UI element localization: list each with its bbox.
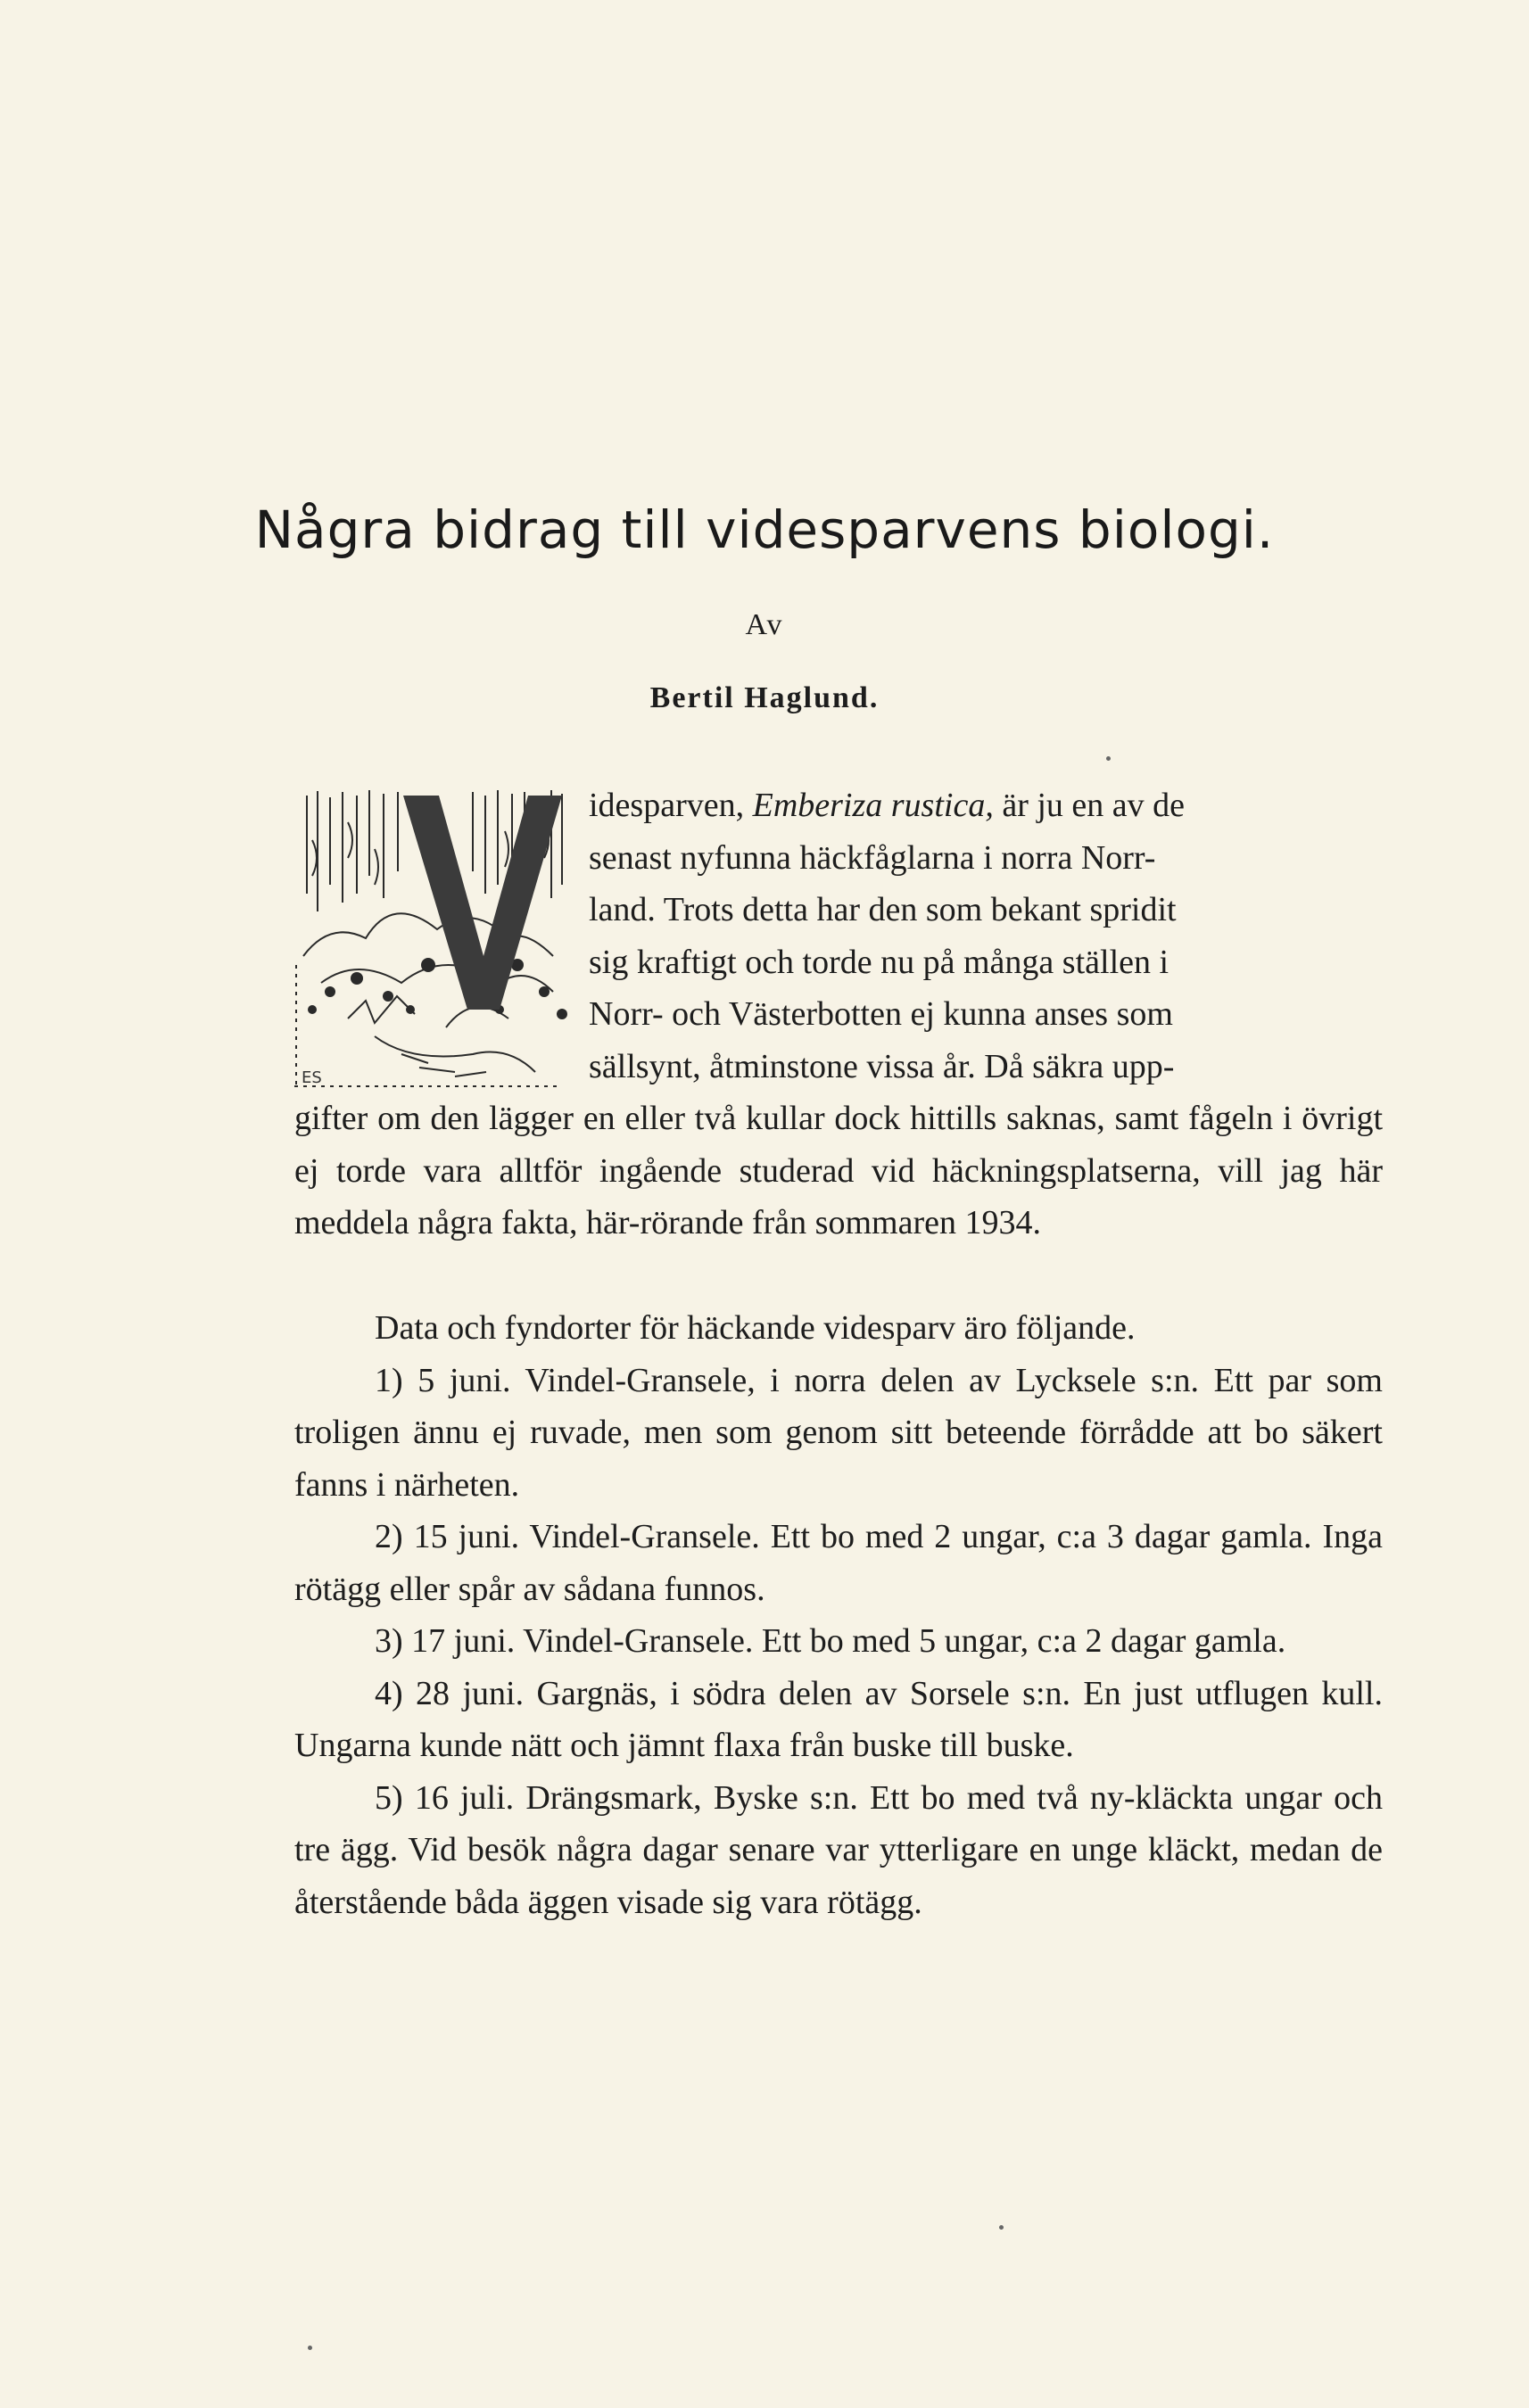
ink-speck (1106, 756, 1111, 761)
list-item: 1) 5 juni. Vindel-Gransele, i norra delen av Lycksele s:n. Ett par som troligen ännu ej ruvade, men som genom sitt beteende förrådde att bo säkert fanns i närheten. (294, 1361, 1383, 1504)
intro-line: idesparven, Emberiza rustica, är ju en av de (589, 787, 1186, 824)
byline: Av (745, 608, 784, 641)
intro-paragraph (294, 779, 1383, 1249)
intro-line: land. Trots detta har den som bekant spridit (589, 891, 1177, 928)
list-item: 5) 16 juli. Drängsmark, Byske s:n. Ett bo med två ny-kläckta ungar och tre ägg. Vid besök några dagar senare var ytterligare en unge kläckt, medan de återstående båda äggen visade sig vara rötägg. (294, 1778, 1383, 1921)
paragraph: Data och fyndorter för häckande videsparv äro följande. (375, 1309, 1136, 1347)
species-name: Emberiza rustica, (752, 787, 994, 824)
list-item: 2) 15 juni. Vindel-Gransele. Ett bo med 2 ungar, c:a 3 dagar gamla. Inga rötägg eller spår av sådana funnos. (294, 1518, 1383, 1608)
ink-speck (308, 2346, 312, 2350)
ink-speck (999, 2225, 1004, 2230)
intro-line: senast nyfunna häckfåglarna i norra Norr- (589, 838, 1156, 877)
intro-line: Norr- och Västerbotten ej kunna anses som (589, 995, 1173, 1033)
list-item: 4) 28 juni. Gargnäs, i södra delen av Sorsele s:n. En just utflugen kull. Ungarna kunde nätt och jämnt flaxa från buske till buske. (294, 1674, 1383, 1764)
intro-line: sällsynt, åtminstone vissa år. Då säkra upp- (589, 1047, 1175, 1085)
intro-line: sig kraftigt och torde nu på många ställen i (589, 943, 1169, 981)
page-title: Några bidrag till videsparvens biologi. (254, 499, 1275, 560)
intro-continuation: gifter om den lägger en eller två kullar dock hittills saknas, samt fågeln i övrigt ej torde vara alltför ingående studerad vid häckningsplatserna, vill jag här meddela några fakta, här-rörande från sommaren 1934. (294, 1100, 1383, 1241)
author-name: Bertil Haglund. (649, 681, 880, 714)
list-item: 3) 17 juni. Vindel-Gransele. Ett bo med 5 ungar, c:a 2 dagar gamla. (375, 1622, 1286, 1660)
drop-cap-signature: ES (302, 1068, 322, 1087)
observations-list (294, 1302, 1383, 1928)
